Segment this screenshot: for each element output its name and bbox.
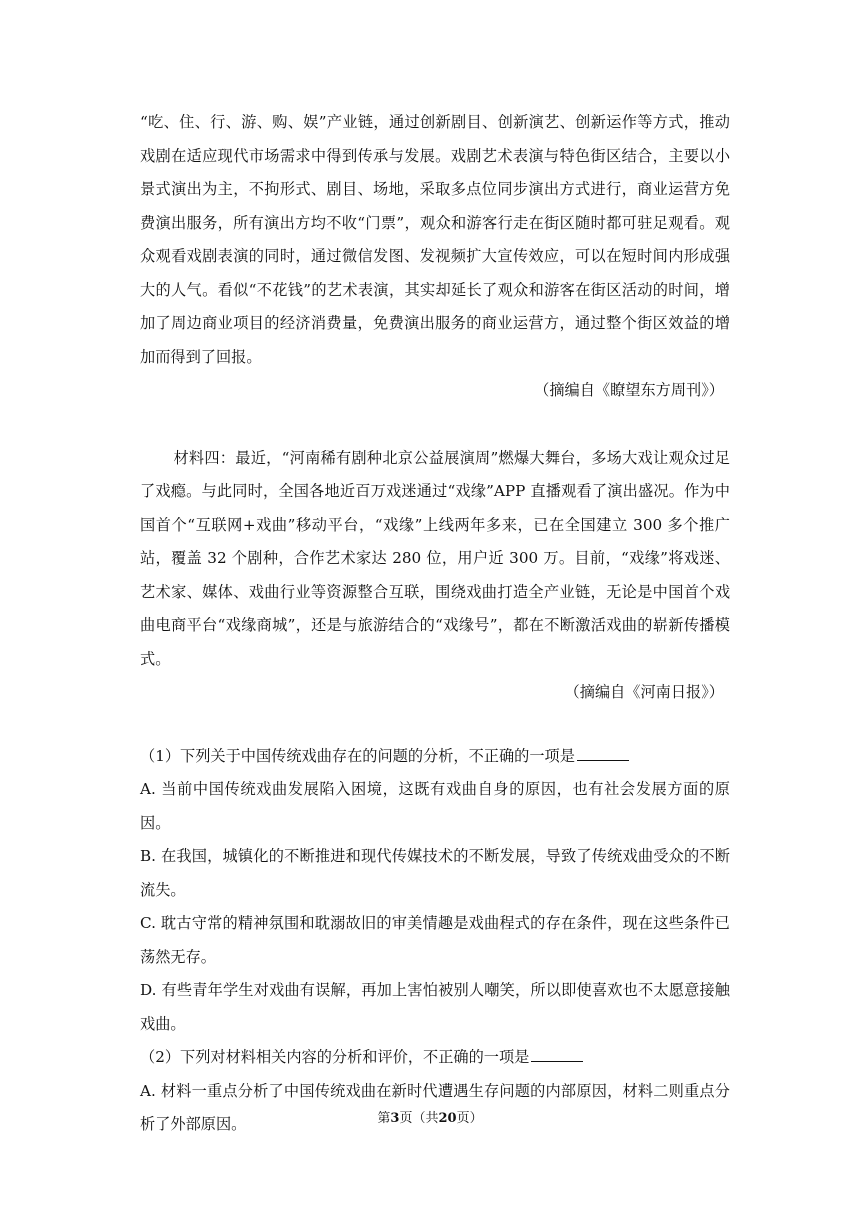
spacer bbox=[140, 710, 730, 740]
material-three-source: （摘编自《瞭望东方周刊》） bbox=[534, 381, 724, 399]
question-one-option-a: A. 当前中国传统戏曲发展陷入困境，这既有戏曲自身的原因，也有社会发展方面的原因。 bbox=[140, 780, 730, 832]
question-one-option-d: D. 有些青年学生对戏曲有误解，再加上害怕被别人嘲笑，所以即使喜欢也不太愿意接触戏曲。 bbox=[140, 981, 730, 1033]
material-three-paragraph: “吃、住、行、游、购、娱”产业链，通过创新剧目、创新演艺、创新运作等方式，推动戏剧在适应现代市场需求中得到传承与发展。戏剧艺术表演与特色街区结合，主要以小景式演出为主，不拘形式、剧目、场地，采取多点位同步演出方式进行，商业运营方免费演出服务，所有演出方均不收“门票”，观众和游客行走在街区随时都可驻足观看。观众观看戏剧表演的同时，通过微信发图、发视频扩大宣传效应，可以在短时间内形成强大的人气。看似“不花钱”的艺术表演，其实却延长了观众和游客在街区活动的时间，增加了周边商业项目的经济消费量，免费演出服务的商业运营方，通过整个街区效益的增加而得到了回报。 bbox=[140, 113, 730, 366]
spacer bbox=[140, 408, 730, 442]
question-two-stem bbox=[140, 1041, 730, 1075]
question-one-stem bbox=[140, 740, 730, 774]
footer-page-number: 3 bbox=[390, 1111, 400, 1126]
answer-blank bbox=[531, 1047, 583, 1062]
material-four-paragraph: 材料四：最近，“河南稀有剧种北京公益展演周”燃爆大舞台，多场大戏让观众过足了戏瘾。与此同时，全国各地近百万戏迷通过“戏缘”APP 直播观看了演出盛况。作为中国首个“互联网+戏曲”移动平台，“戏缘”上线两年多来，已在全国建立 300 多个推广站，覆盖 32 个剧种，合作艺术家达 280 位，用户近 300 万。目前，“戏缘”将戏迷、艺术家、媒体、戏曲行业等资源整合互联，围绕戏曲打造全产业链，无论是中国首个戏曲电商平台“戏缘商城”，还是与旅游结合的“戏缘号”，都在不断激活戏曲的崭新传播模式。 bbox=[140, 448, 730, 668]
page-footer bbox=[0, 1109, 860, 1129]
question-one-stem-text: （1）下列关于中国传统戏曲存在的问题的分析，不正确的一项是 bbox=[140, 746, 575, 765]
footer-prefix: 第 bbox=[377, 1111, 391, 1126]
footer-total-pages: 20 bbox=[438, 1111, 457, 1126]
question-one-option-b: B. 在我国，城镇化的不断推进和现代传媒技术的不断发展，导致了传统戏曲受众的不断流失。 bbox=[140, 847, 730, 899]
question-two-option-a: A. 材料一重点分析了中国传统戏曲在新时代遭遇生存问题的内部原因，材料二则重点分析了外部原因。 bbox=[140, 1081, 730, 1133]
page-content bbox=[140, 106, 730, 1142]
material-four-source: （摘编自《河南日报》） bbox=[564, 683, 724, 701]
question-one-option-c: C. 耽古守常的精神氛围和耽溺故旧的审美情趣是戏曲程式的存在条件，现在这些条件已荡然无存。 bbox=[140, 914, 730, 966]
footer-middle: 页（共 bbox=[399, 1111, 439, 1126]
question-two-stem-text: （2）下列对材料相关内容的分析和评价，不正确的一项是 bbox=[140, 1048, 530, 1066]
answer-blank bbox=[577, 746, 629, 761]
footer-suffix: 页） bbox=[456, 1111, 483, 1126]
